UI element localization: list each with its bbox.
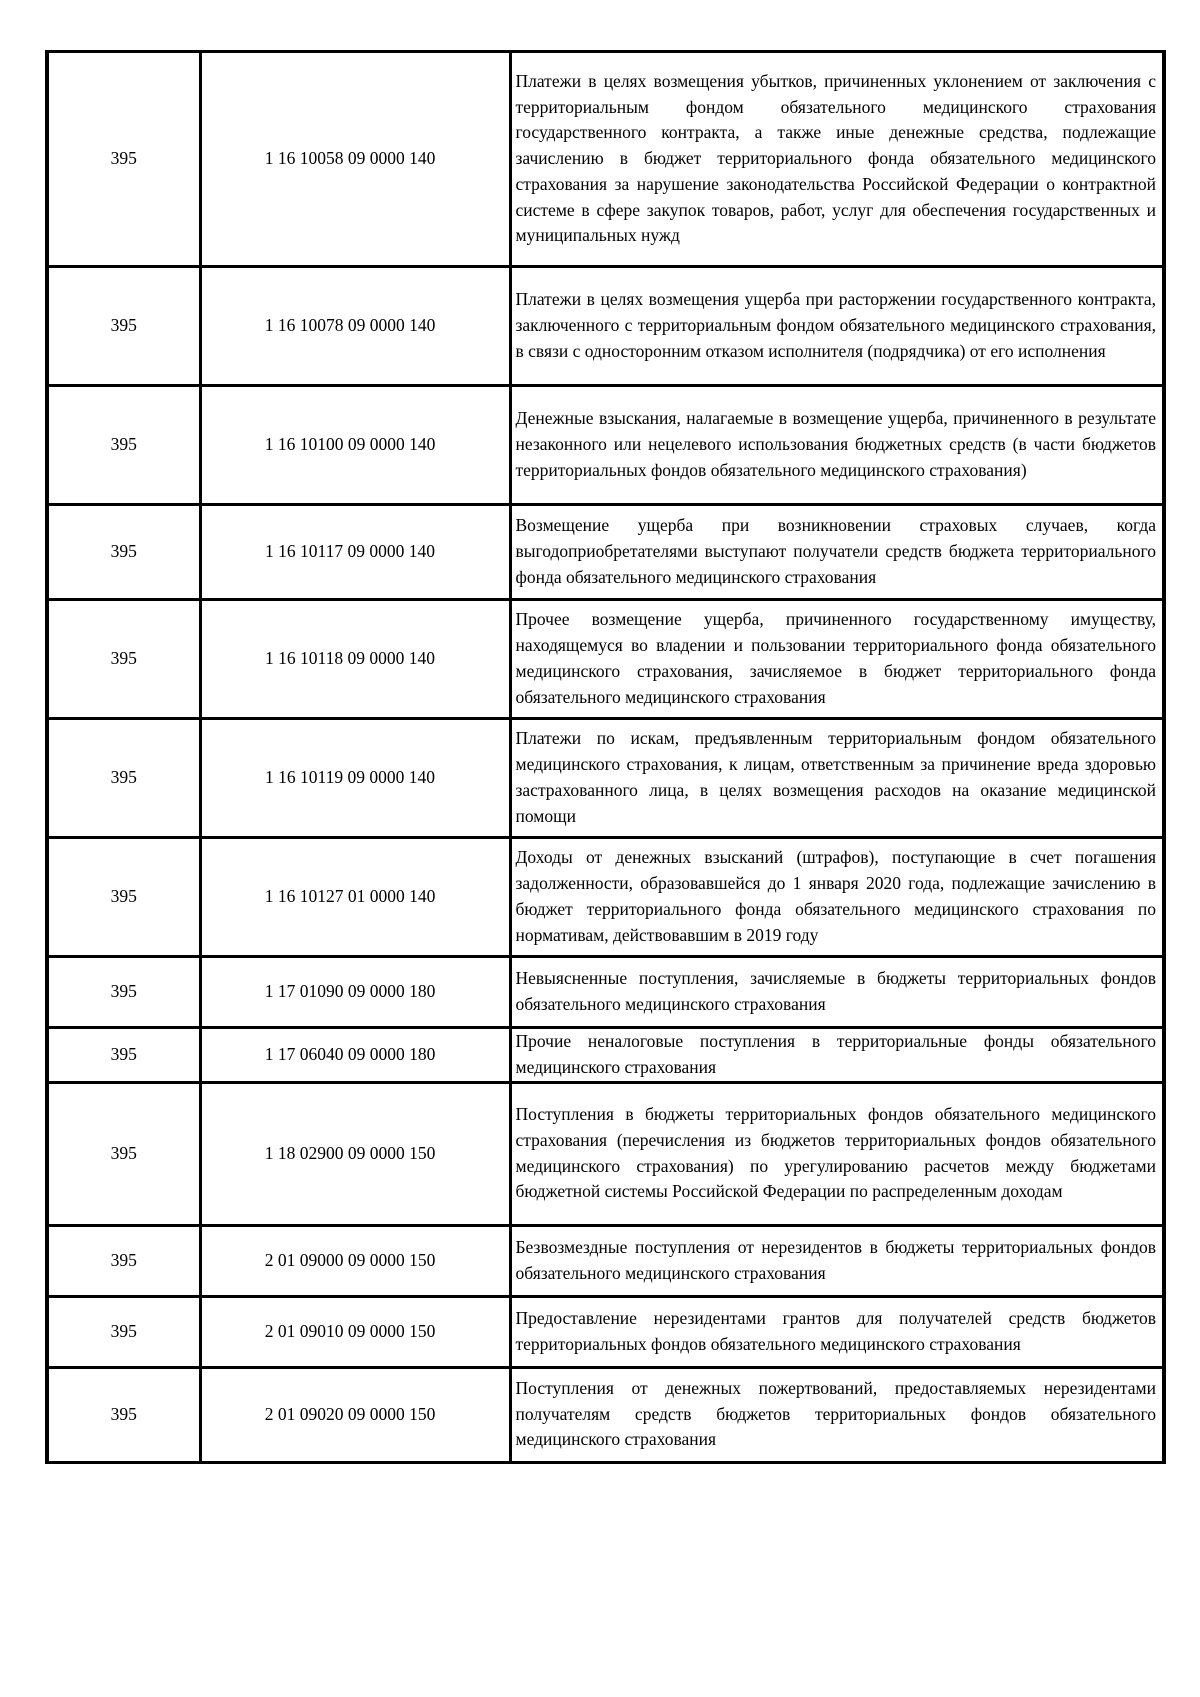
revenue-name-cell: Предоставление нерезидентами грантов для получателей средств бюджетов территориальных фондов обязательного медицинского страхования xyxy=(510,1296,1164,1367)
admin-code-cell: 395 xyxy=(47,1225,200,1296)
revenue-code-cell: 2 01 09000 09 0000 150 xyxy=(200,1225,510,1296)
revenue-code-cell: 1 16 10117 09 0000 140 xyxy=(200,505,510,600)
revenue-code-cell: 2 01 09010 09 0000 150 xyxy=(200,1296,510,1367)
admin-code-cell: 395 xyxy=(47,957,200,1028)
revenue-name-cell: Невыясненные поступления, зачисляемые в бюджеты территориальных фондов обязательного медицинского страхования xyxy=(510,957,1164,1028)
revenue-name-cell: Платежи в целях возмещения убытков, причиненных уклонением от заключения с территориальным фондом обязательного медицинского страхования государственного контракта, а также иные денежные средства, подлежащие зачислению в бюджет территориального фонда обязательного медицинского страхования за нарушение законодательства Российской Федерации о контрактной системе в сфере закупок товаров, работ, услуг для обеспечения государственных и муниципальных нужд xyxy=(510,52,1164,267)
revenue-name-cell: Платежи по искам, предъявленным территориальным фондом обязательного медицинского страхования, к лицам, ответственным за причинение вреда здоровью застрахованного лица, в целях возмещения расходов на оказание медицинской помощи xyxy=(510,719,1164,838)
table-row xyxy=(47,719,1164,838)
table-row xyxy=(47,1082,1164,1225)
table-row xyxy=(47,957,1164,1028)
table-row xyxy=(47,505,1164,600)
revenue-code-cell: 1 16 10058 09 0000 140 xyxy=(200,52,510,267)
admin-code-cell: 395 xyxy=(47,52,200,267)
table-row xyxy=(47,386,1164,505)
admin-code-cell: 395 xyxy=(47,1082,200,1225)
revenue-name-cell: Поступления от денежных пожертвований, предоставляемых нерезидентами получателям средств бюджетов территориальных фондов обязательного медицинского страхования xyxy=(510,1367,1164,1462)
revenue-codes-table xyxy=(45,50,1166,1464)
revenue-code-cell: 2 01 09020 09 0000 150 xyxy=(200,1367,510,1462)
revenue-code-cell: 1 16 10118 09 0000 140 xyxy=(200,600,510,719)
table-row xyxy=(47,1028,1164,1083)
revenue-name-cell: Безвозмездные поступления от нерезидентов в бюджеты территориальных фондов обязательного медицинского страхования xyxy=(510,1225,1164,1296)
table-row xyxy=(47,838,1164,957)
table-row xyxy=(47,1296,1164,1367)
revenue-name-cell: Прочее возмещение ущерба, причиненного государственному имуществу, находящемуся во владении и пользовании территориального фонда обязательного медицинского страхования, зачисляемое в бюджет территориального фонда обязательного медицинского страхования xyxy=(510,600,1164,719)
admin-code-cell: 395 xyxy=(47,1367,200,1462)
admin-code-cell: 395 xyxy=(47,267,200,386)
admin-code-cell: 395 xyxy=(47,1296,200,1367)
admin-code-cell: 395 xyxy=(47,838,200,957)
admin-code-cell: 395 xyxy=(47,719,200,838)
table-row xyxy=(47,267,1164,386)
revenue-name-cell: Поступления в бюджеты территориальных фондов обязательного медицинского страхования (перечисления из бюджетов территориальных фондов обязательного медицинского страхования) по урегулированию расчетов между бюджетами бюджетной системы Российской Федерации по распределенным доходам xyxy=(510,1082,1164,1225)
table-row xyxy=(47,1225,1164,1296)
revenue-name-cell: Денежные взыскания, налагаемые в возмещение ущерба, причиненного в результате незаконного или нецелевого использования бюджетных средств (в части бюджетов территориальных фондов обязательного медицинского страхования) xyxy=(510,386,1164,505)
admin-code-cell: 395 xyxy=(47,600,200,719)
revenue-code-cell: 1 16 10119 09 0000 140 xyxy=(200,719,510,838)
admin-code-cell: 395 xyxy=(47,386,200,505)
revenue-code-cell: 1 17 06040 09 0000 180 xyxy=(200,1028,510,1083)
revenue-name-cell: Доходы от денежных взысканий (штрафов), поступающие в счет погашения задолженности, образовавшейся до 1 января 2020 года, подлежащие зачислению в бюджет территориального фонда обязательного медицинского страхования по нормативам, действовавшим в 2019 году xyxy=(510,838,1164,957)
revenue-name-cell: Возмещение ущерба при возникновении страховых случаев, когда выгодоприобретателями выступают получатели средств бюджета территориального фонда обязательного медицинского страхования xyxy=(510,505,1164,600)
table-row xyxy=(47,600,1164,719)
revenue-name-cell: Прочие неналоговые поступления в территориальные фонды обязательного медицинского страхования xyxy=(510,1028,1164,1083)
table-row xyxy=(47,52,1164,267)
revenue-code-cell: 1 16 10078 09 0000 140 xyxy=(200,267,510,386)
revenue-code-cell: 1 16 10127 01 0000 140 xyxy=(200,838,510,957)
admin-code-cell: 395 xyxy=(47,1028,200,1083)
revenue-code-cell: 1 16 10100 09 0000 140 xyxy=(200,386,510,505)
revenue-code-cell: 1 18 02900 09 0000 150 xyxy=(200,1082,510,1225)
table-row xyxy=(47,1367,1164,1462)
revenue-code-cell: 1 17 01090 09 0000 180 xyxy=(200,957,510,1028)
admin-code-cell: 395 xyxy=(47,505,200,600)
revenue-name-cell: Платежи в целях возмещения ущерба при расторжении государственного контракта, заключенного с территориальным фондом обязательного медицинского страхования, в связи с односторонним отказом исполнителя (подрядчика) от его исполнения xyxy=(510,267,1164,386)
